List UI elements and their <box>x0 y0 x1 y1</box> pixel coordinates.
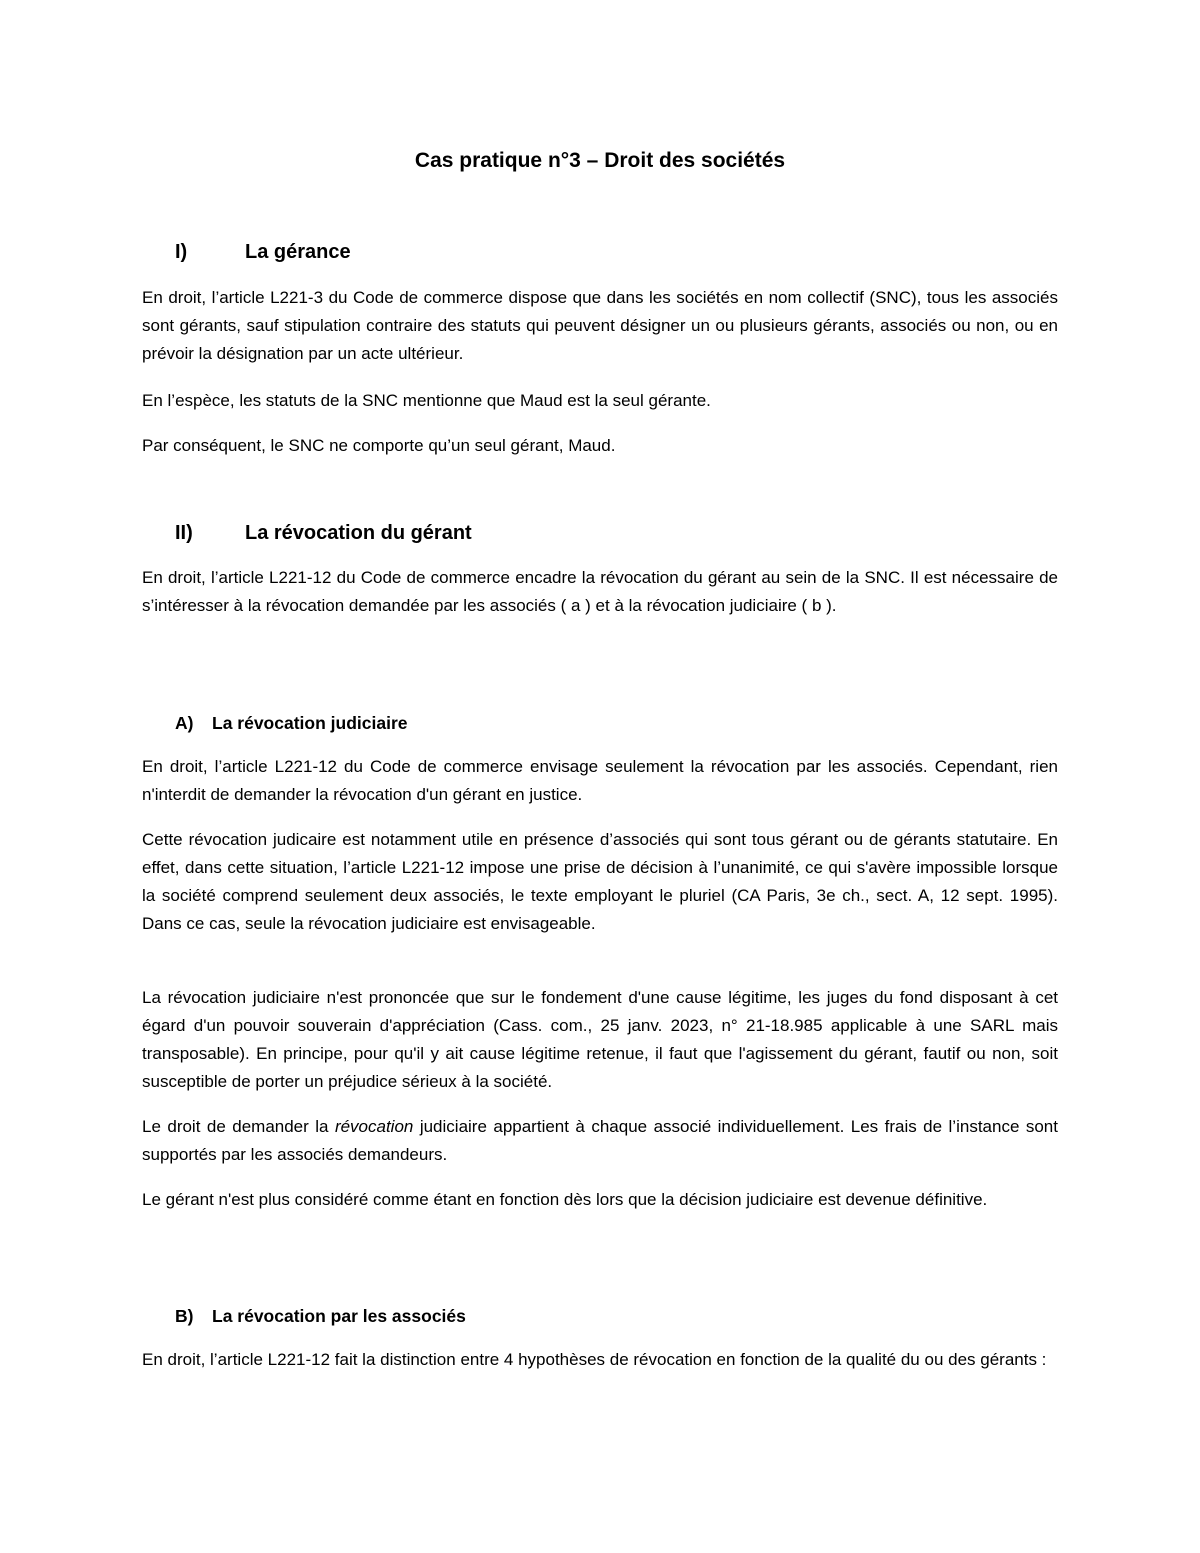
paragraph: La révocation judiciaire n'est prononcée que sur le fondement d'une cause légitime, les juges du fond disposant à cet égard d'un pouvoir souverain d'appréciation (Cass. com., 25 janv. 2023, n° 21-18.985 applicable à une SARL mais transposable). En principe, pour qu'il y ait cause légitime retenue, il faut que l'agissement du gérant, fautif ou non, soit susceptible de porter un préjudice sérieux à la société. <box>142 988 1058 1091</box>
paragraph-text: judiciaire appartient à chaque associé individuellement. Les frais de l’instance sont supportés par les associés demandeurs. <box>142 1117 1058 1164</box>
paragraph: En l’espèce, les statuts de la SNC mentionne que Maud est la seul gérante. <box>142 391 711 410</box>
subsection-heading-revocation-judiciaire <box>175 709 407 737</box>
paragraph <box>142 1113 1058 1169</box>
subsection-title: La révocation par les associés <box>212 1306 466 1326</box>
subsection-number: B) <box>175 1306 194 1326</box>
section-title: La gérance <box>245 241 351 263</box>
section-number: I) <box>175 241 188 263</box>
document-title: Cas pratique n°3 – Droit des sociétés <box>414 149 786 172</box>
section-heading-revocation <box>175 518 472 548</box>
paragraph: En droit, l’article L221-12 fait la distinction entre 4 hypothèses de révocation en fonction de la qualité du ou des gérants : <box>142 1350 1047 1369</box>
emphasis-text: révocation <box>334 1117 414 1136</box>
paragraph: Par conséquent, le SNC ne comporte qu’un seul gérant, Maud. <box>142 436 616 455</box>
paragraph-text: Le droit de demander la <box>142 1117 335 1136</box>
subsection-number: A) <box>175 713 194 733</box>
subsection-title: La révocation judiciaire <box>212 713 408 733</box>
paragraph: En droit, l’article L221-3 du Code de commerce dispose que dans les sociétés en nom collectif (SNC), tous les associés sont gérants, sauf stipulation contraire des statuts qui peuvent désigner un ou plusieurs gérants, associés ou non, ou en prévoir la désignation par un acte ultérieur. <box>142 288 1058 363</box>
paragraph: En droit, l’article L221-12 du Code de commerce encadre la révocation du gérant au sein de la SNC. Il est nécessaire de s’intéresser à la révocation demandée par les associés ( a ) et à la révocation judiciaire ( b ). <box>142 568 1058 615</box>
paragraph: En droit, l’article L221-12 du Code de commerce envisage seulement la révocation par les associés. Cependant, rien n'interdit de demander la révocation d'un gérant en justice. <box>142 757 1058 804</box>
section-heading-gerance <box>175 237 351 267</box>
paragraph: Cette révocation judicaire est notamment utile en présence d’associés qui sont tous gérant ou de gérants statutaire. En effet, dans cette situation, l’article L221-12 impose une prise de décision à l’unanimité, ce qui s'avère impossible lorsque la société comprend seulement deux associés, le texte employant le pluriel (CA Paris, 3e ch., sect. A, 12 sept. 1995). Dans ce cas, seule la révocation judiciaire est envisageable. <box>142 830 1058 933</box>
subsection-heading-revocation-associes <box>175 1302 466 1330</box>
section-title: La révocation du gérant <box>245 522 472 544</box>
section-number: II) <box>175 522 193 544</box>
paragraph: Le gérant n'est plus considéré comme étant en fonction dès lors que la décision judiciaire est devenue définitive. <box>142 1190 988 1209</box>
